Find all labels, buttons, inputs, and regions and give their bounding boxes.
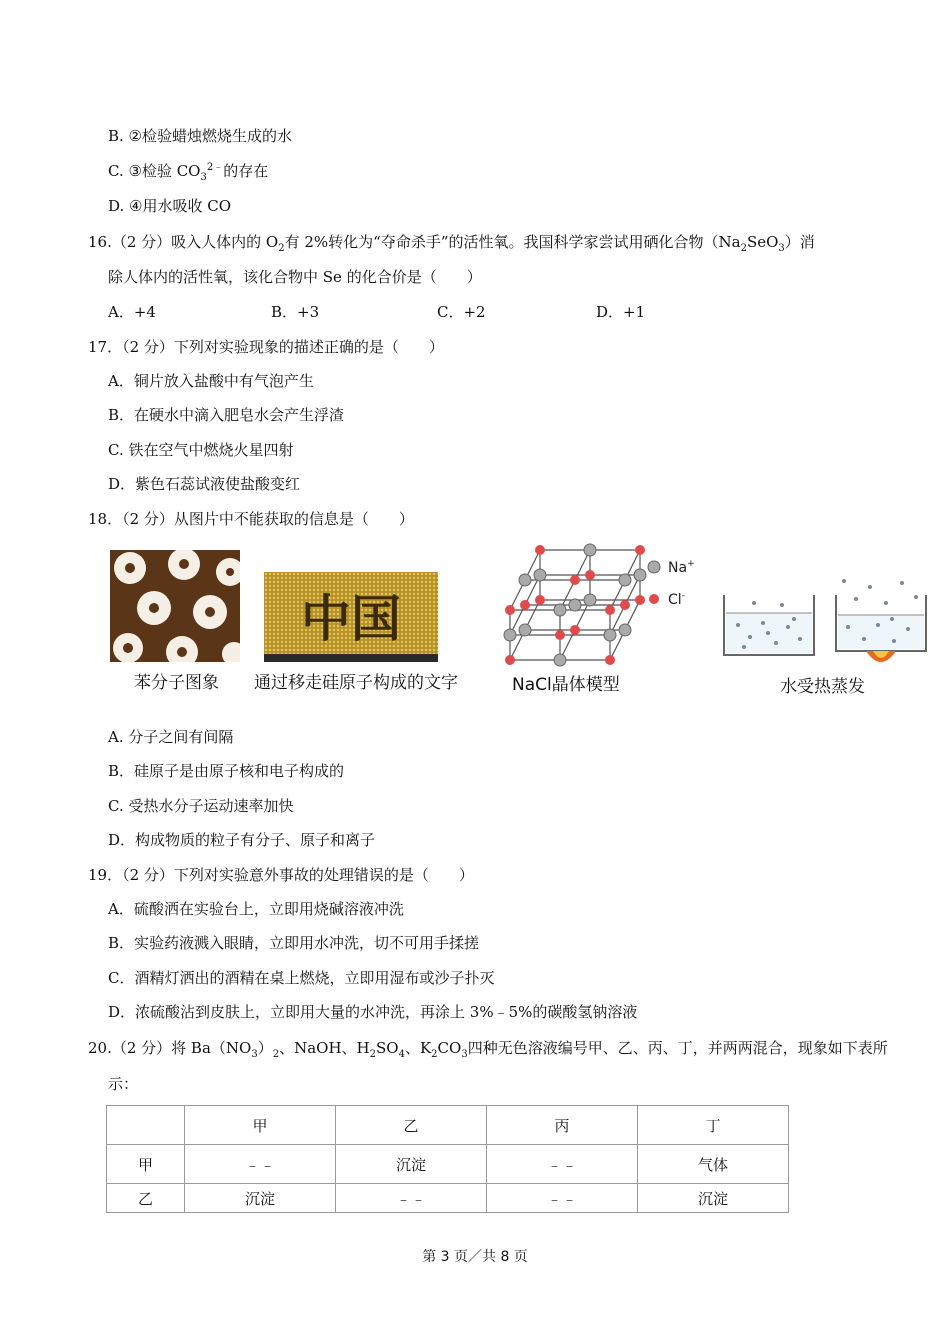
benzene-molecule-image [110,550,240,662]
q17-stem: 17．（2 分）下列对实验现象的描述正确的是（ ） [88,338,444,356]
q17-option-d: D．紫色石蕊试液使盐酸变红 [108,475,301,493]
table-header-cell: 丁 [637,1106,788,1145]
q17-option-b: B．在硬水中滴入肥皂水会产生浮渣 [108,406,345,424]
q19-option-a: A．硫酸洒在实验台上，立即用烧碱溶液冲洗 [108,900,404,918]
table-header-cell: 丙 [486,1106,637,1145]
legend-cl-icon [649,594,659,604]
q15-option-c: C. ③检验 $CO_3^{2﹣}$的存在 [108,162,269,183]
silicon-atom-text-image [264,572,438,662]
water-evaporation-image [718,575,934,671]
table-cell: ﹣﹣ [486,1145,637,1184]
caption-benzene: 苯分子图象 [134,673,219,693]
nacl-crystal-model [500,540,700,670]
q19-stem: 19．（2 分）下列对实验意外事故的处理错误的是（ ） [88,866,474,884]
q16-stem-line2: 除人体内的活性氧，该化合物中 Se 的化合价是（ ） [108,268,482,286]
mixing-results-table [106,1105,789,1213]
q18-option-b: B．硅原子是由原子核和电子构成的 [108,762,345,780]
q16-option-b: B．+3 [271,303,320,321]
q17-option-c: C. 铁在空气中燃烧火星四射 [108,441,294,459]
q15-option-b: B. ②检验蜡烛燃烧生成的水 [108,127,293,145]
q15-option-d: D. ④用水吸收 CO [108,197,232,215]
q18-stem: 18．（2 分）从图片中不能获取的信息是（ ） [88,510,414,528]
q20-stem-line2: 示： [108,1075,139,1093]
q20-stem: 20.（2 分）将 $Ba(NO_3)_2$、NaOH、$H_2SO_4$、$K_2CO_3$四种无色溶液编号甲、乙、丙、丁，并两两混合，现象如下表所 [88,1039,888,1060]
q18-option-c: C. 受热水分子运动速率加快 [108,797,294,815]
table-row [107,1145,789,1184]
table-header-row [107,1106,789,1145]
table-cell: 乙 [107,1184,185,1213]
caption-silicon: 通过移走硅原子构成的文字 [254,673,458,693]
table-cell: ﹣﹣ [184,1145,335,1184]
table-cell: 沉淀 [637,1184,788,1213]
table-row [107,1184,789,1213]
caption-water: 水受热蒸发 [780,677,865,697]
q16-option-a: A．+4 [108,303,156,321]
legend-na-icon [648,561,660,573]
table-header-cell: 乙 [335,1106,486,1145]
q16-option-d: D．+1 [596,303,646,321]
table-cell: 甲 [107,1145,185,1184]
q18-option-d: D．构成物质的粒子有分子、原子和离子 [108,831,376,849]
q16-stem: 16.（2 分）吸入人体内的 $O_2$有 2%转化为“夺命杀手”的活性氧。我国科学家尝试用硒化合物$(Na_2SeO_3)$消 [88,233,815,254]
silicon-text: 中国 [301,590,401,648]
q16-option-c: C．+2 [437,303,486,321]
legend-na: Na+ [668,559,695,576]
q17-option-a: A．铜片放入盐酸中有气泡产生 [108,372,314,390]
table-cell: ﹣﹣ [486,1184,637,1213]
table-cell: 沉淀 [335,1145,486,1184]
legend-cl: Cl- [668,591,685,608]
q19-option-d: D．浓硫酸沾到皮肤上，立即用大量的水冲洗，再涂上 3%﹣5%的碳酸氢钠溶液 [108,1003,638,1021]
table-cell: ﹣﹣ [335,1184,486,1213]
q19-option-c: C．酒精灯洒出的酒精在桌上燃烧，立即用湿布或沙子扑灭 [108,969,495,987]
table-header-cell: 甲 [184,1106,335,1145]
q19-option-b: B．实验药液溅入眼睛，立即用水冲洗，切不可用手揉搓 [108,934,480,952]
caption-nacl: NaCl晶体模型 [512,675,620,695]
page-footer: 第 3 页／共 8 页 [422,1249,528,1265]
table-cell: 沉淀 [184,1184,335,1213]
table-header-cell [107,1106,185,1145]
table-cell: 气体 [637,1145,788,1184]
q18-option-a: A. 分子之间有间隔 [108,728,234,746]
